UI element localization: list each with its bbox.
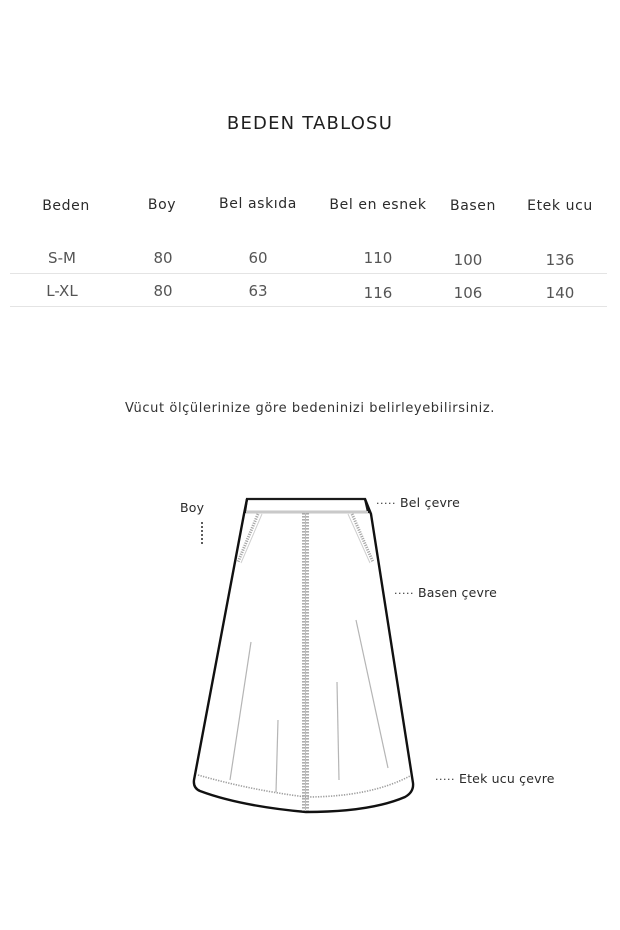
- cell-bel-en-esnek: 116: [363, 284, 393, 302]
- fold-line: [230, 642, 251, 780]
- dots-icon: ·····: [376, 497, 396, 510]
- dots-icon: ·····: [394, 587, 414, 600]
- cell-boy: 80: [153, 282, 173, 300]
- header-etek-ucu: Etek ucu: [527, 198, 593, 214]
- instruction-note: Vücut ölçülerinize göre bedeninizi belirleyebilirsiniz.: [124, 401, 496, 416]
- cell-bel-askida: 60: [248, 249, 268, 267]
- header-bel-askida: Bel askıda: [219, 196, 297, 212]
- label-hip: ····· Basen çevre: [394, 585, 498, 600]
- cell-etek-ucu: 136: [545, 251, 575, 269]
- fold-line: [356, 620, 388, 768]
- cell-etek-ucu: 140: [545, 284, 575, 302]
- cell-size: L-XL: [46, 282, 78, 300]
- header-bel-en-esnek: Bel en esnek: [329, 197, 427, 213]
- cell-bel-en-esnek: 110: [363, 249, 393, 267]
- label-hem: ····· Etek ucu çevre: [435, 771, 555, 786]
- fold-line: [276, 720, 278, 792]
- dots-icon: ·····: [435, 773, 455, 786]
- waistband-outline: [245, 499, 368, 512]
- left-pocket: [238, 514, 258, 562]
- cell-basen: 100: [453, 251, 483, 269]
- header-basen: Basen: [450, 198, 496, 214]
- page-title: BEDEN TABLOSU: [226, 113, 394, 134]
- fold-line: [337, 682, 339, 780]
- cell-size: S-M: [48, 249, 76, 267]
- cell-basen: 106: [453, 284, 483, 302]
- label-length: Boy: [180, 500, 205, 515]
- label-waist: ····· Bel çevre: [376, 495, 461, 510]
- length-dots-icon: [201, 521, 203, 545]
- cell-bel-askida: 63: [248, 282, 268, 300]
- header-boy: Boy: [147, 197, 177, 213]
- header-beden: Beden: [42, 198, 90, 214]
- cell-boy: 80: [153, 249, 173, 267]
- right-pocket: [352, 514, 373, 562]
